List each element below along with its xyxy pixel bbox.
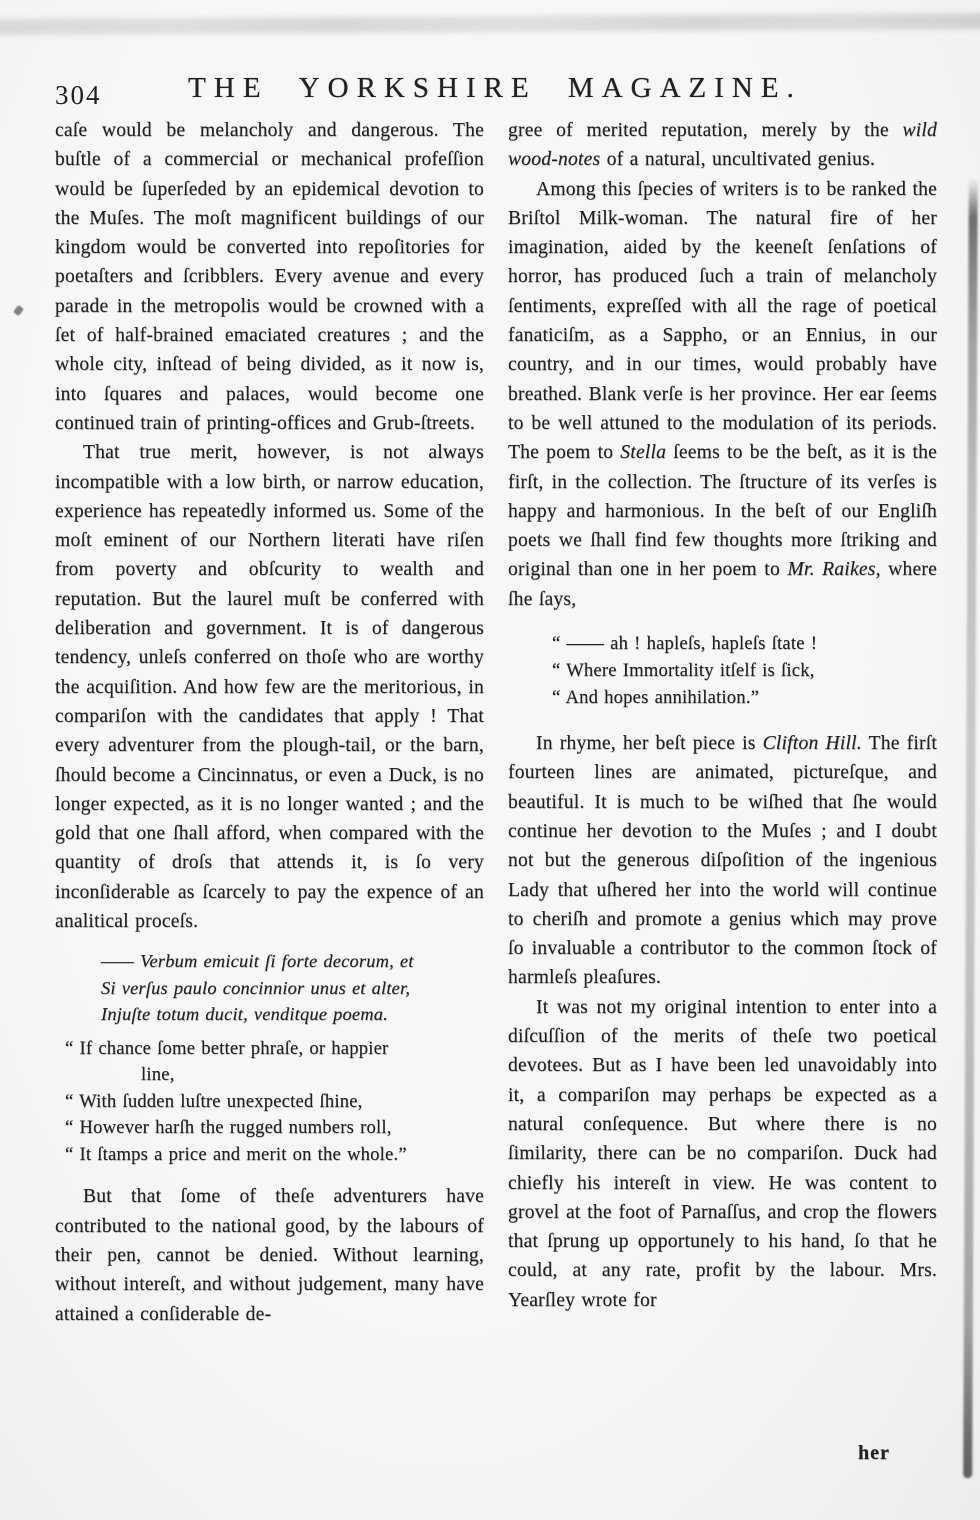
- magazine-title: THE YORKSHIRE MAGAZINE.: [188, 72, 802, 104]
- text-run: Among this ſpecies of writers is to be ranked the Briſtol Milk-woman. The natural fire of her imagination, aided by the keeneſt ſenſations of horror, has produced ſuch a train of melancholy ſentiments, expreſſed with all the rage of poetical fanaticiſm, as a Sappho, or an Ennius, in our country, and in our times, would probably have breathed. Blank verſe is her province. Her ear ſeems to be well attuned to the modulation of its periods. The poem to: [508, 178, 937, 464]
- latin-verse-line: Injuſte totum ducit, venditque poema.: [101, 1004, 388, 1025]
- italic-run: wild wood-notes: [508, 120, 937, 171]
- italic-run: Clifton Hill.: [762, 733, 862, 755]
- verse-line: “ With ſudden luſtre unexpected ſhine,: [65, 1090, 363, 1112]
- verse-line: “ If chance ſome better phraſe, or happier: [65, 1037, 389, 1059]
- latin-verse-line: —— Verbum emicuit ſi forte decorum, et: [101, 951, 414, 972]
- verse-line: “ —— ah ! hapleſs, hapleſs ſtate !: [552, 633, 818, 655]
- italic-run: Mr. Raikes,: [787, 559, 881, 581]
- right-column: [508, 116, 937, 1329]
- text-run: The firſt fourteen lines are animated, pictureſque, and beautiful. It is much to be wiſhed that ſhe would continue her devotion to the Muſes ; and I doubt not but the generous diſpoſition of the ingenious Lady that uſhered her into the world will continue to cheriſh and promote a genius which may prove ſo invaluable a contributor to the common ſtock of harmleſs pleaſures.: [508, 733, 937, 989]
- page-edge-binding-artifact: [963, 178, 978, 1478]
- page-header: [55, 72, 935, 116]
- paragraph: It was not my original intention to enter into a diſcuſſion of the merits of theſe two poetical devotees. But as I have been led unavoidably into it, a compariſon may perhaps be expected as a natural conſequence. But where there is no ſimilarity, there can be no compariſon. Duck had chiefly his intereſt in view. He was content to grovel at the foot of Parnaſſus, and crop the flowers that ſprung up opportunely to his hand, ſo that he could, at any rate, profit by the labour. Mrs. Yearſley wrote for: [508, 996, 937, 1311]
- paragraph-continuation: [508, 116, 937, 175]
- paragraph: But that ſome of theſe adventurers have contributed to the national good, by the labours of their pen, cannot be denied. Without learning, without intereſt, and without judgement, many have attained a conſiderable de-: [55, 1186, 484, 1325]
- two-column-text-body: [55, 116, 937, 1329]
- verse-line: “ However harſh the rugged numbers roll,: [65, 1117, 392, 1139]
- text-run: In rhyme, her beſt piece is: [536, 733, 763, 755]
- left-column: [55, 116, 484, 1329]
- text-run: of a natural, uncultivated genius.: [600, 149, 876, 171]
- poem-excerpt-quote: [552, 630, 937, 711]
- verse-line-continuation: line,: [141, 1064, 175, 1086]
- latin-verse-quote: [101, 948, 484, 1028]
- latin-verse-line: Si verſus paulo concinnior unus et alter,: [101, 977, 411, 998]
- italic-run: Stella: [620, 442, 667, 464]
- text-run: ſeems to be the beſt, as it is the firſt, in the collection. The ſtructure of its verſes is happy and harmonious. In the beſt of our Engliſh poets we ſhall find few thoughts more ſtriking and original than one in her poem to: [508, 442, 937, 581]
- page-number: 304: [55, 80, 102, 110]
- english-verse-quote: [65, 1036, 484, 1169]
- paragraph-continuation: caſe would be melancholy and dangerous. The buſtle of a commercial or mechanical profeſſion would be ſuperſeded by an epidemical devotion to the Muſes. The moſt magnificent buildings of our kingdom would be converted into repoſitories for poetaſters and ſcribblers. Every avenue and every parade in the metropolis would be crowned with a ſet of half-brained emaciated creatures ; and the whole city, inſtead of being divided, as it now is, into ſquares and palaces, would become one continued train of printing-offices and Grub-ſtreets.: [55, 120, 484, 434]
- text-run: where ſhe ſays,: [508, 559, 937, 610]
- catchword: her: [858, 1442, 890, 1464]
- verse-line: “ It ſtamps a price and merit on the whole.”: [65, 1143, 407, 1165]
- paragraph: That true merit, however, is not always incompatible with a low birth, or narrow education, experience has repeatedly informed us. Some of the moſt eminent of our Northern literati have riſen from poverty and obſcurity to wealth and reputation. But the laurel muſt be conferred with deliberation and government. It is of dangerous tendency, unleſs conferred on thoſe who are worthy the acquiſition. And how few are the meritorious, in compariſon with the candidates that apply ! That every adventurer from the plough-tail, or the barn, ſhould become a Cincinnatus, or even a Duck, is no longer expected, as it is no longer wanted ; and the gold that one ſhall afford, when compared with the quantity of droſs that attends it, is ſo very inconſiderable as ſcarcely to pay the expence of an analitical proceſs.: [55, 442, 484, 933]
- verse-line: “ Where Immortality itſelf is ſick,: [552, 660, 815, 682]
- text-run: gree of merited reputation, merely by the: [508, 120, 903, 141]
- scan-smudge-artifact: [0, 13, 980, 35]
- verse-line: “ And hopes annihilation.”: [552, 687, 760, 709]
- ink-blot-artifact: [13, 305, 24, 316]
- paragraph: [508, 175, 937, 614]
- paragraph: [508, 729, 937, 993]
